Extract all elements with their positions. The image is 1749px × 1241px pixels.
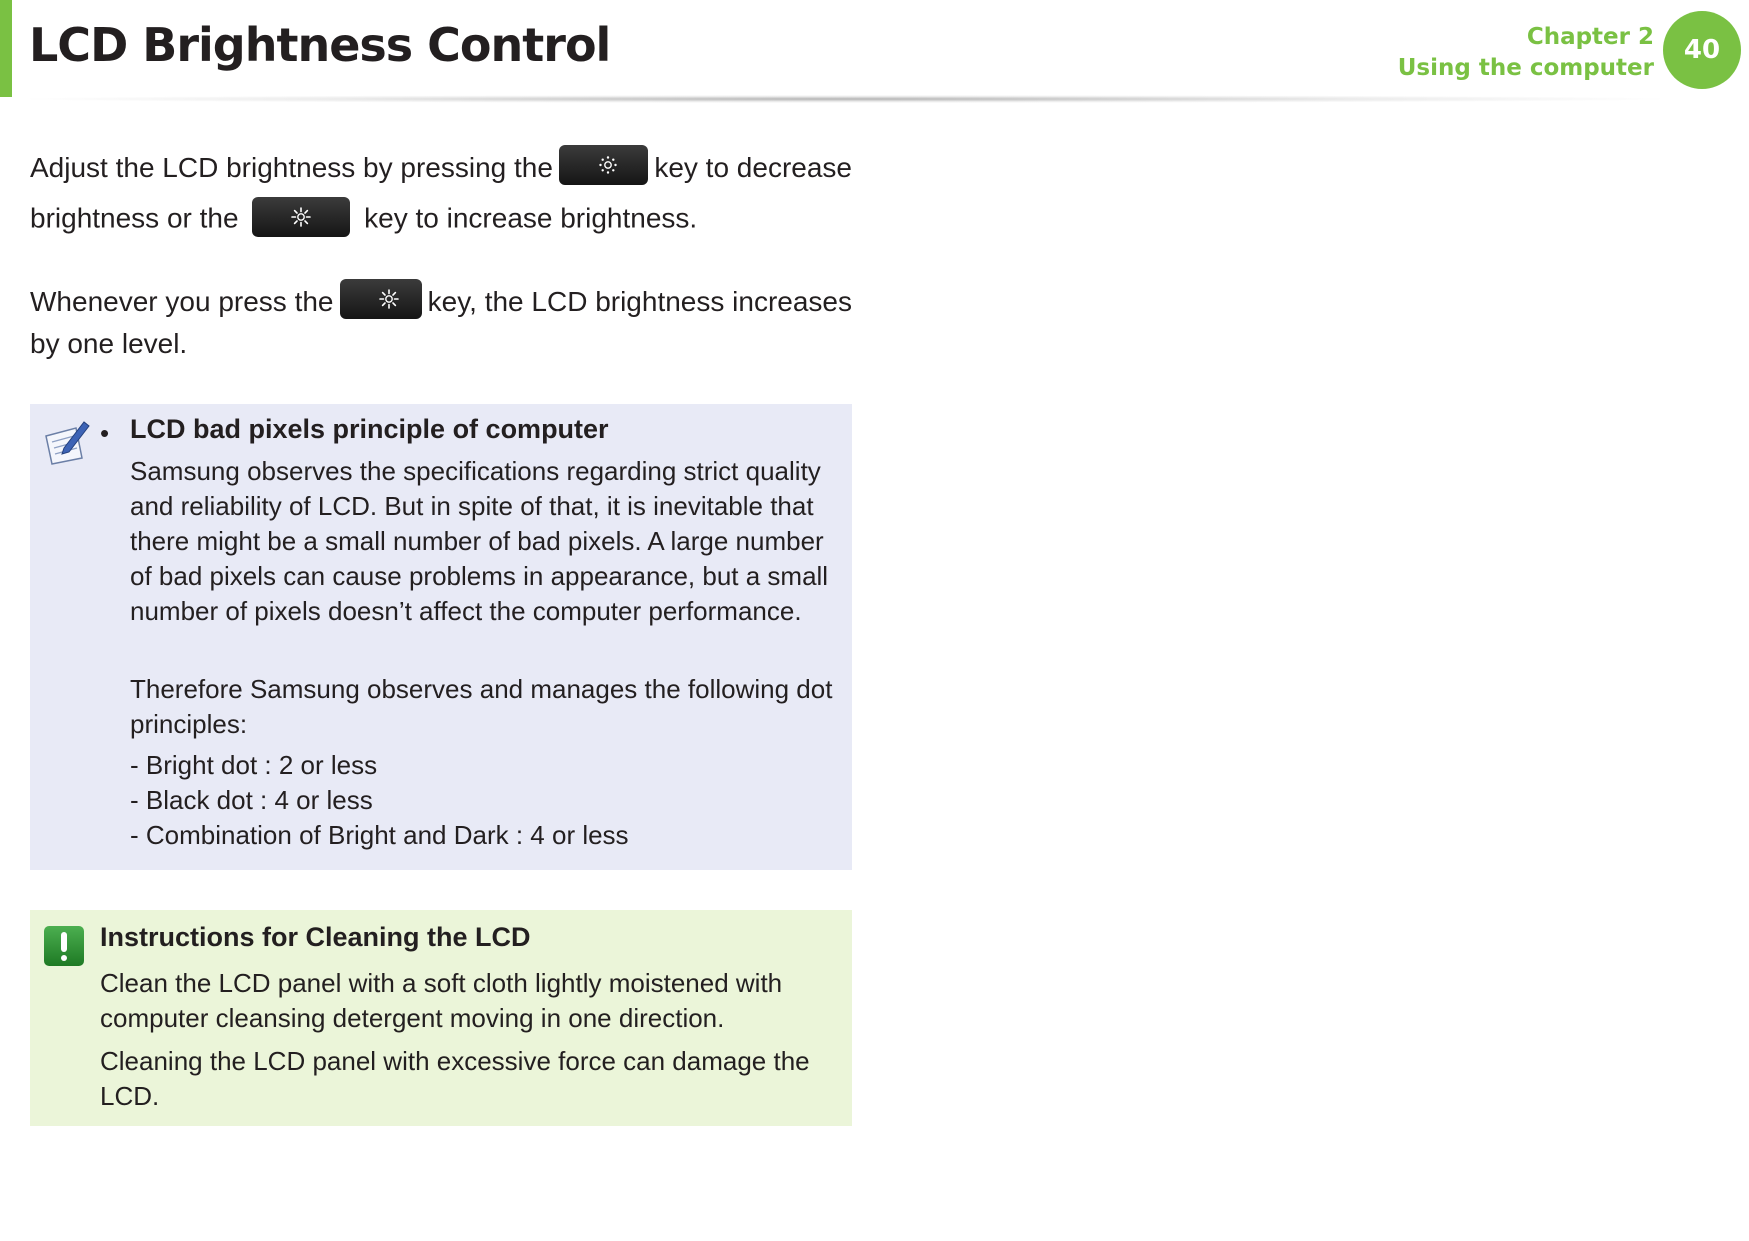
note-pencil-icon	[42, 418, 92, 466]
header-divider	[30, 95, 1660, 103]
brightness-up-icon	[379, 289, 399, 309]
page-title: LCD Brightness Control	[29, 18, 611, 72]
caution-box	[30, 910, 852, 1126]
brightness-up-key-2	[340, 279, 422, 319]
caution-paragraph-1: Clean the LCD panel with a soft cloth lightly moistened with computer cleansing detergent moving in one direction.	[100, 968, 783, 1033]
page-number-badge: 40	[1663, 11, 1741, 89]
note-paragraph-1: Samsung observes the specifications regarding strict quality and reliability of LCD. But in spite of that, it is inevitable that there might be a small number of bad pixels. A large number of bad pixels can cause problems in appearance, but a small number of pixels doesn’t affect the computer performance.	[130, 456, 829, 626]
caution-paragraph-2: Cleaning the LCD panel with excessive force can damage the LCD.	[100, 1046, 810, 1111]
chapter-label	[1398, 22, 1654, 84]
caution-title: Instructions for Cleaning the LCD	[100, 922, 531, 952]
intro-text-1a: Adjust the LCD brightness by pressing the	[30, 152, 553, 183]
exclamation-icon	[44, 926, 84, 966]
note-title: LCD bad pixels principle of computer	[130, 414, 609, 444]
note-paragraph-2: Therefore Samsung observes and manages the following dot principles:	[130, 674, 833, 739]
chapter-name: Using the computer	[1397, 55, 1654, 81]
list-item: - Bright dot : 2 or less	[130, 750, 378, 780]
brightness-up-key	[252, 197, 350, 237]
brightness-down-key	[559, 145, 648, 185]
intro-text-2c: by one level.	[30, 328, 188, 359]
list-item: - Black dot : 4 or less	[130, 785, 373, 815]
brightness-up-icon	[291, 207, 311, 227]
intro-text-1b: key to decrease	[654, 152, 852, 183]
list-item: - Combination of Bright and Dark : 4 or less	[130, 820, 629, 850]
note-bullet: •	[100, 418, 110, 448]
brightness-down-icon	[598, 155, 618, 175]
dot-principles-list	[130, 748, 629, 853]
intro-text-2a: Whenever you press the	[30, 286, 334, 317]
note-box	[30, 404, 852, 870]
intro-text-1c: brightness or the	[30, 202, 239, 234]
accent-bar	[0, 0, 12, 97]
chapter-number: Chapter 2	[1526, 24, 1654, 50]
intro-text-1d: key to increase brightness.	[364, 202, 698, 234]
intro-text-2b: key, the LCD brightness increases	[427, 286, 852, 317]
